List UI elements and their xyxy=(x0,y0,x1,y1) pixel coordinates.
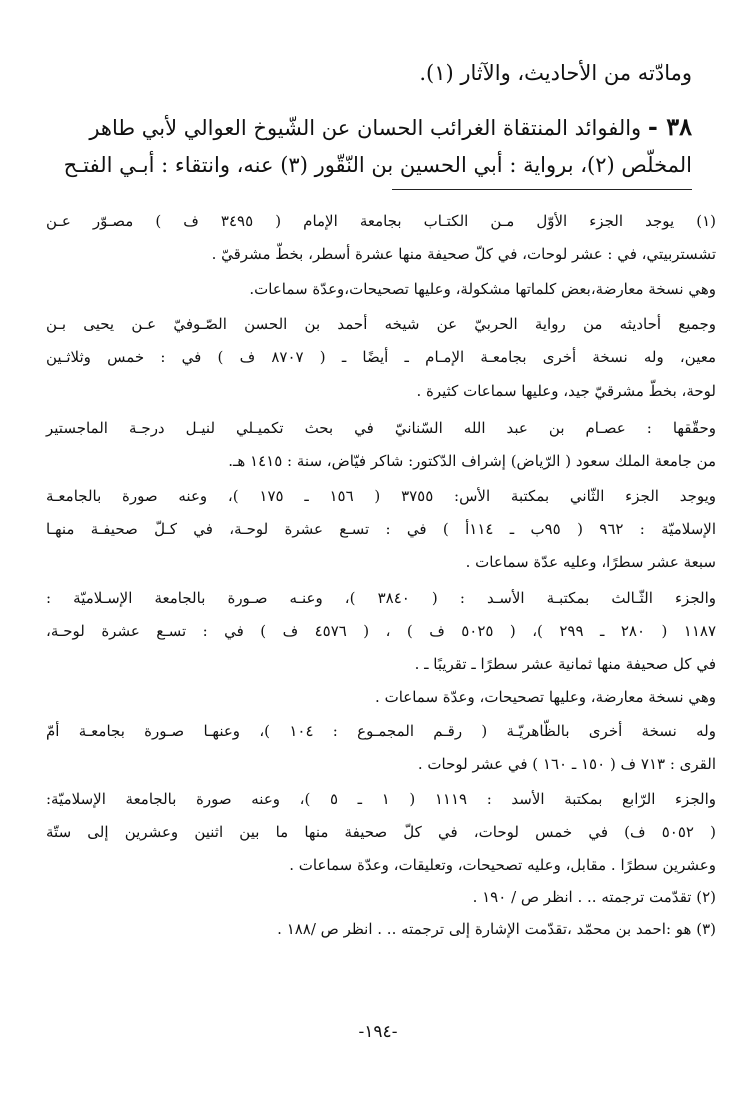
main-text-line-1: ومادّته من الأحاديث، والآثار (١). xyxy=(419,61,692,85)
footnote-line: وهي نسخة معارضة،بعض كلماتها مشكولة، وعليها تصحيحات،وعدّة سماعات. xyxy=(249,280,716,298)
page-number: -١٩٤- xyxy=(358,1022,398,1042)
footnote-line: معين، وله نسخة أخرى بجامعـة الإمـام ـ أيضًا ـ ( ٨٧٠٧ ف ) في : خمس وثلاثـين xyxy=(46,348,716,366)
entry-number: ٣٨ - xyxy=(647,112,692,141)
footnote-line: القرى : ٧١٣ ف ( ١٥٠ ـ ١٦٠ ) في عشر لوحات . xyxy=(417,755,716,773)
footnote-line: (١) يوجد الجزء الأوّل مـن الكتـاب بجامعة الإمام ( ٣٤٩٥ ف ) مصـوّر عـن xyxy=(46,212,717,230)
footnote-line: وله نسخة أخرى بالظّاهريّـة ( رقـم المجمـوع : ١٠٤ )، وعنهـا صـورة بجامعـة أمّ xyxy=(46,722,716,740)
footnote-line: وهي نسخة معارضة، وعليها تصحيحات، وعدّة سماعات . xyxy=(375,688,716,706)
footnote-line: وعشرين سطرًا . مقابل، وعليه تصحيحات، وتعليقات، وعدّة سماعات . xyxy=(289,856,716,874)
footnote-line: الإسلاميّة : ٩٦٢ ( ٩٥ب ـ ١١٤أ ) في : تسـع عشرة لوحـة، في كـلّ صحيفـة منهـا xyxy=(46,520,716,538)
entry-title-text: والفوائد المنتقاة الغرائب الحسان عن الشّيوخ العوالي لأبي طاهر xyxy=(89,116,642,140)
main-text-line-3: المخلّص (٢)، برواية : أبي الحسين بن النّقّور (٣) عنه، وانتقاء : أبـي الفتـح xyxy=(63,153,692,177)
footnote-line: في كل صحيفة منها ثمانية عشر سطرًا ـ تقريبًا ـ . xyxy=(414,655,716,673)
footnote-line: وحقّقها : عصـام بن عبد الله السّنانيّ في بحث تكميـلي لنيـل درجـة الماجستير xyxy=(46,419,716,437)
footnote-line: وجميع أحاديثه من رواية الحربيّ عن شيخه أحمد بن الحسن الصّـوفيّ عـن يحيى بـن xyxy=(46,315,716,333)
footnote-line: من جامعة الملك سعود ( الرّياض) إشراف الدّكتور: شاكر فيّاض، سنة : ١٤١٥ هـ. xyxy=(228,452,716,470)
footnote-line: سبعة عشر سطرًا، وعليه عدّة سماعات . xyxy=(465,553,716,571)
footnote-line: (٣) هو :احمد بن محمّد ،تقدّمت الإشارة إلى ترجمته .. . انظر ص /١٨٨ . xyxy=(277,920,716,938)
footnote-line: (٢) تقدّمت ترجمته .. . انظر ص / ١٩٠ . xyxy=(472,888,716,906)
footnote-line: تشستربيتي، في : عشر لوحات، في كلّ صحيفة منها عشرة أسطر، بخطّ مشرقيّ . xyxy=(211,245,716,263)
footnote-line: لوحة، بخطّ مشرقيّ جيد، وعليها سماعات كثيرة . xyxy=(416,382,716,400)
footnote-separator xyxy=(392,189,692,190)
footnote-line: ( ٥٠٥٢ ف) في خمس لوحات، في كلّ صحيفة منها ما بين اثنين وعشرين إلى ستّة xyxy=(46,823,716,841)
footnote-line: والجزء الرّابع بمكتبة الأسد : ١١١٩ ( ١ ـ ٥ )، وعنه صورة بالجامعة الإسلاميّة: xyxy=(46,790,717,808)
footnote-line: ويوجد الجزء الثّاني بمكتبة الأس: ٣٧٥٥ ( ١٥٦ ـ ١٧٥ )، وعنه صورة بالجامعـة xyxy=(46,487,717,505)
footnote-line: والجزء الثّـالث بمكتبـة الأسـد : ( ٣٨٤٠ )، وعنـه صـورة بالجامعة الإسـلاميّة : xyxy=(46,589,716,607)
entry-heading-line xyxy=(52,110,692,145)
footnote-line: ١١٨٧ ( ٢٨٠ ـ ٢٩٩ )، ( ٥٠٢٥ ف ) ، ( ٤٥٧٦ ف ) في : تسـع عشرة لوحـة، xyxy=(46,622,717,640)
